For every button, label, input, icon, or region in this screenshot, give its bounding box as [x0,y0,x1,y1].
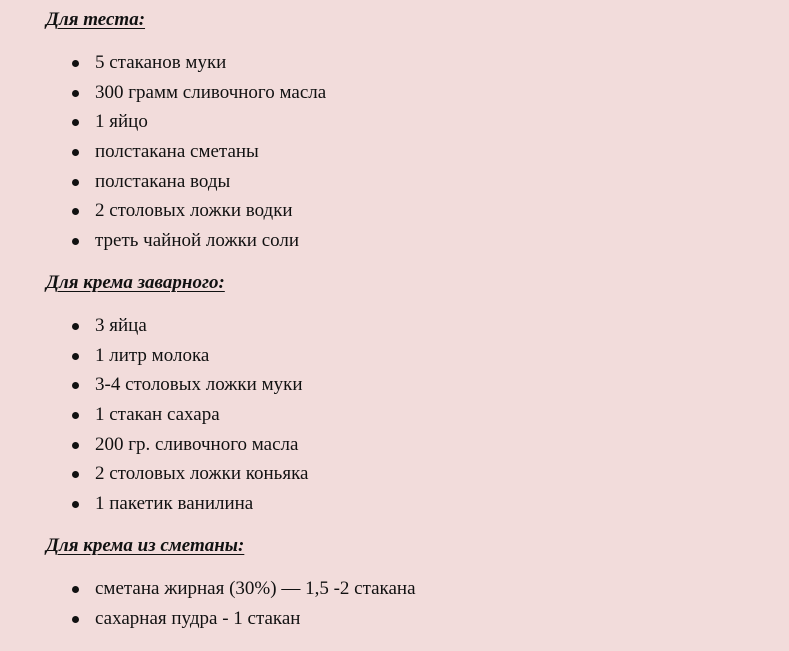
bullet-icon [72,179,79,186]
bullet-icon [72,382,79,389]
bullet-icon [72,471,79,478]
ingredient-text: 5 стаканов муки [95,52,227,73]
bullet-icon [72,238,79,245]
bullet-icon [72,323,79,330]
ingredient-text: 1 литр молока [95,344,210,366]
section-heading-custard-cream: Для крема заварного: [46,272,225,293]
bullet-icon [72,412,79,419]
bullet-icon [72,616,79,623]
bullet-icon [72,90,79,97]
bullet-icon [72,149,79,156]
bullet-icon [72,353,79,360]
bullet-icon [72,586,79,593]
ingredient-text: сахарная пудра - 1 стакан [95,607,301,629]
ingredient-text: 1 пакетик ванилина [95,493,254,515]
ingredient-text: 1 стакан сахара [95,404,220,426]
ingredient-text: 3-4 столовых ложки муки [95,374,303,396]
ingredient-text: 3 яйца [95,315,147,336]
ingredient-text: полстакана воды [95,170,231,192]
ingredient-text: 200 гр. сливочного масла [95,433,299,455]
ingredient-text: 2 столовых ложки коньяка [95,463,309,485]
ingredient-text: треть чайной ложки соли [95,230,300,252]
bullet-icon [72,208,79,215]
ingredient-text: полстакана сметаны [95,141,259,163]
section-heading-sour-cream: Для крема из сметаны: [46,535,245,556]
bullet-icon [72,442,79,449]
ingredient-text: 1 яйцо [95,111,148,133]
ingredient-text: сметана жирная (30%) — 1,5 -2 стакана [95,578,416,599]
section-heading-dough: Для теста: [46,9,146,30]
bullet-icon [72,60,79,67]
ingredient-text: 300 грамм сливочного масла [95,81,327,103]
bullet-icon [72,501,79,508]
bullet-icon [72,119,79,126]
ingredient-text: 2 столовых ложки водки [95,200,293,222]
